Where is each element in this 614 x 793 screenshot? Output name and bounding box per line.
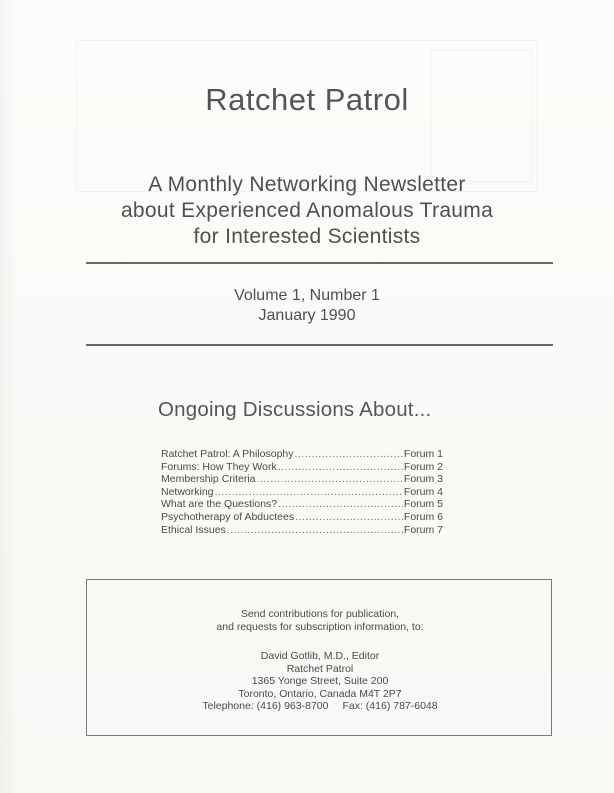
contact-intro-line: Send contributions for publication, — [240, 608, 400, 620]
contact-address — [87, 650, 553, 713]
subtitle-line: about Experienced Anomalous Trauma — [120, 199, 494, 222]
toc-forum-ref: Forum 5 — [403, 498, 443, 511]
phone-fax-line — [87, 700, 553, 713]
editor-name: David Gotlib, M.D., Editor — [260, 650, 380, 662]
toc-leader-dots — [215, 486, 403, 499]
toc-topic: Forums: How They Work — [161, 460, 277, 473]
toc-entry — [161, 473, 443, 486]
toc-entry — [161, 486, 443, 499]
toc-forum-ref: Forum 3 — [403, 473, 443, 486]
toc-entry — [161, 524, 443, 537]
toc-leader-dots — [295, 448, 403, 461]
toc-forum-ref: Forum 4 — [403, 485, 443, 498]
toc-topic: What are the Questions? — [161, 498, 278, 511]
newsletter-subtitle — [0, 172, 614, 250]
issue-info — [0, 286, 614, 326]
table-of-contents — [161, 448, 443, 536]
toc-forum-ref: Forum 2 — [403, 460, 443, 473]
issue-date: January 1990 — [258, 307, 356, 324]
toc-leader-dots — [278, 498, 403, 511]
city-address: Toronto, Ontario, Canada M4T 2P7 — [238, 687, 402, 700]
bottom-divider — [86, 344, 553, 346]
toc-leader-dots — [257, 473, 403, 486]
organization-name: Ratchet Patrol — [286, 662, 354, 675]
toc-leader-dots — [227, 524, 403, 537]
page-edge-shadow — [0, 0, 20, 793]
subtitle-line: for Interested Scientists — [193, 225, 421, 248]
toc-topic: Ethical Issues — [161, 523, 226, 536]
volume-number: Volume 1, Number 1 — [234, 287, 380, 304]
toc-forum-ref: Forum 7 — [403, 523, 443, 536]
toc-leader-dots — [295, 511, 403, 524]
toc-forum-ref: Forum 1 — [403, 448, 443, 460]
toc-topic: Membership Criteria — [161, 473, 256, 486]
toc-topic: Ratchet Patrol: A Philosophy — [161, 448, 294, 460]
top-divider — [86, 262, 553, 264]
toc-entry — [161, 511, 443, 524]
toc-leader-dots — [278, 461, 403, 474]
toc-entry — [161, 448, 443, 461]
toc-topic: Psychotherapy of Abductees — [161, 510, 295, 523]
toc-entry — [161, 498, 443, 511]
street-address: 1365 Yonge Street, Suite 200 — [251, 675, 389, 688]
contact-intro-line: and requests for subscription information, to: — [216, 621, 424, 633]
contact-box — [86, 579, 552, 736]
toc-forum-ref: Forum 6 — [403, 510, 443, 523]
newsletter-title: Ratchet Patrol — [205, 82, 409, 117]
contact-intro — [87, 608, 553, 634]
toc-entry — [161, 461, 443, 474]
telephone-number: Telephone: (416) 963-8700 — [202, 700, 329, 713]
toc-topic: Networking — [161, 485, 214, 498]
fax-number: Fax: (416) 787-6048 — [342, 700, 438, 713]
discussions-heading: Ongoing Discussions About... — [158, 398, 432, 421]
subtitle-line: A Monthly Networking Newsletter — [148, 173, 466, 196]
